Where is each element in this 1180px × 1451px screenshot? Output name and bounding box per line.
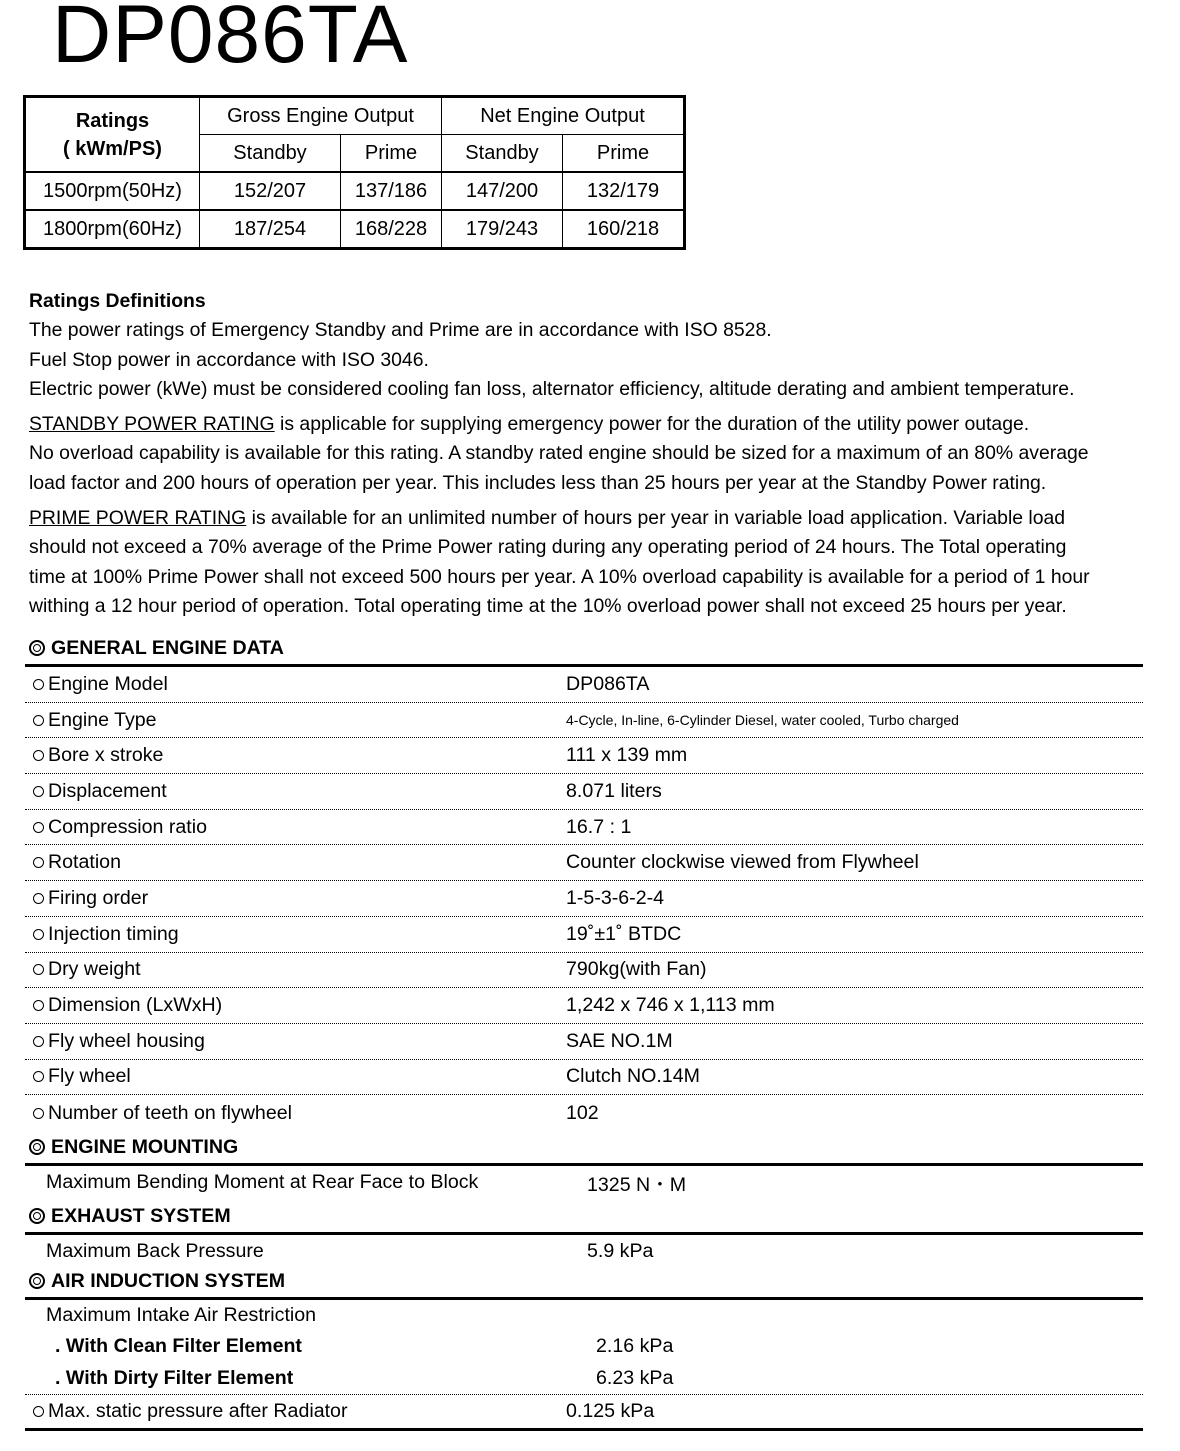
spec-value: 6.23 kPa (596, 1367, 674, 1389)
spec-label: Fly wheel (48, 1065, 131, 1088)
gross-standby-header: Standby (200, 135, 341, 173)
spec-value: 8.071 liters (566, 779, 662, 802)
spec-label: Rotation (48, 851, 121, 874)
ratings-header-label: Ratings (75, 109, 150, 132)
circle-bullet-icon (33, 1000, 44, 1011)
definitions-line: withing a 12 hour period of operation. Total operating time at the 10% overload power shall not exceed 25 hours per year. (29, 594, 1067, 617)
net-standby-header: Standby (442, 135, 563, 173)
value-cell: 152/207 (200, 172, 341, 210)
general-engine-data-section (25, 634, 1143, 1131)
definitions-line: Electric power (kWe) must be considered cooling fan loss, alternator efficiency, altitude derating and ambient temperature. (29, 377, 1075, 400)
air-induction-section (25, 1267, 1143, 1428)
double-circle-icon (29, 640, 45, 656)
spec-value: 1-5-3-6-2-4 (566, 886, 665, 909)
definitions-line: time at 100% Prime Power shall not exceed 500 hours per year. A 10% overload capability is available for a period of 1 hour (29, 565, 1090, 588)
spec-label: Injection timing (48, 922, 179, 945)
list-item (25, 1235, 1143, 1267)
list-item (25, 1363, 1143, 1395)
spec-label: Compression ratio (48, 815, 207, 838)
spec-label: Fly wheel housing (48, 1029, 205, 1052)
list-item (25, 988, 1143, 1024)
list-item (25, 953, 1143, 989)
spec-label: Maximum Bending Moment at Rear Face to Block (46, 1170, 479, 1193)
spec-label: Dry weight (48, 958, 141, 981)
list-item (25, 1060, 1143, 1096)
spec-label: Maximum Intake Air Restriction (46, 1303, 317, 1326)
spec-value: 111 x 139 mm (566, 744, 688, 767)
list-item (25, 703, 1143, 739)
section-title-text: ENGINE MOUNTING (51, 1136, 239, 1158)
value-cell: 137/186 (341, 172, 442, 210)
spec-value: 1325 N・M (587, 1173, 687, 1196)
spec-label: Dimension (LxWxH) (48, 994, 223, 1017)
circle-bullet-icon (33, 1406, 44, 1417)
ratings-definitions (29, 287, 1169, 621)
value-cell: 132/179 (563, 172, 685, 210)
gross-output-header: Gross Engine Output (200, 97, 442, 135)
spec-label: Number of teeth on flywheel (48, 1101, 292, 1124)
spec-label: Bore x stroke (48, 744, 164, 767)
circle-bullet-icon (33, 786, 44, 797)
list-item (25, 1024, 1143, 1060)
definitions-line: load factor and 200 hours of operation per year. This includes less than 25 hours per year at the Standby Power rating. (29, 471, 1047, 494)
page-title: DP086TA (52, 0, 409, 80)
spec-value: 1,242 x 746 x 1,113 mm (566, 994, 775, 1017)
double-circle-icon (29, 1139, 45, 1155)
spec-value: Counter clockwise viewed from Flywheel (566, 851, 919, 874)
general-data-list (25, 667, 1143, 1131)
section-title-text: EXHAUST SYSTEM (51, 1205, 231, 1227)
spec-value: 2.16 kPa (596, 1335, 674, 1357)
spec-value: 102 (566, 1101, 599, 1124)
spec-value: 4-Cycle, In-line, 6-Cylinder Diesel, water cooled, Turbo charged (566, 712, 959, 729)
circle-bullet-icon (33, 1036, 44, 1047)
value-cell: 168/228 (341, 210, 442, 249)
value-cell: 160/218 (563, 210, 685, 249)
spec-value: 5.9 kPa (587, 1239, 654, 1262)
circle-bullet-icon (33, 1108, 44, 1119)
standby-term: STANDBY POWER RATING (29, 413, 275, 436)
net-output-header: Net Engine Output (442, 97, 685, 135)
spec-label: Displacement (48, 779, 167, 802)
exhaust-system-section (25, 1202, 1143, 1267)
prime-definition (29, 504, 1169, 621)
spec-label: Max. static pressure after Radiator (48, 1400, 348, 1422)
spec-label: Maximum Back Pressure (46, 1239, 264, 1262)
definitions-line: The power ratings of Emergency Standby and Prime are in accordance with ISO 8528. (29, 319, 772, 342)
gross-prime-header: Prime (341, 135, 442, 173)
spec-value: 16.7 : 1 (566, 815, 632, 838)
spec-label: Firing order (48, 886, 149, 909)
double-circle-icon (29, 1273, 45, 1289)
section-title-text: AIR INDUCTION SYSTEM (51, 1270, 286, 1292)
spec-label: . With Dirty Filter Element (55, 1367, 294, 1389)
bottom-rule (25, 1428, 1143, 1431)
ratings-header-cell (25, 97, 200, 173)
definitions-line: No overload capability is available for this rating. A standby rated engine should be sized for a maximum of an 80% average (29, 442, 1089, 465)
spec-label: . With Clean Filter Element (55, 1335, 302, 1357)
definitions-line: is available for an unlimited number of hours per year in variable load application. Variable load (246, 507, 1066, 530)
spec-label: Engine Type (48, 708, 157, 731)
list-item (25, 1166, 1143, 1198)
spec-value: SAE NO.1M (566, 1029, 673, 1052)
circle-bullet-icon (33, 964, 44, 975)
definitions-heading: Ratings Definitions (29, 290, 206, 312)
net-prime-header: Prime (563, 135, 685, 173)
section-title (25, 1267, 1143, 1295)
double-circle-icon (29, 1208, 45, 1224)
circle-bullet-icon (33, 822, 44, 833)
circle-bullet-icon (33, 857, 44, 868)
list-item (25, 917, 1143, 953)
circle-bullet-icon (33, 929, 44, 940)
section-title (25, 634, 1143, 662)
section-title (25, 1133, 1143, 1161)
value-cell: 179/243 (442, 210, 563, 249)
list-item (25, 1395, 1143, 1428)
ratings-table (23, 95, 686, 250)
engine-mounting-section (25, 1133, 1143, 1198)
value-cell: 187/254 (200, 210, 341, 249)
spec-value: 790kg(with Fan) (566, 958, 707, 981)
table-row (25, 172, 685, 210)
standby-definition (29, 410, 1169, 498)
list-item (25, 845, 1143, 881)
list-item (25, 1330, 1143, 1363)
table-row (25, 210, 685, 249)
section-title-text: GENERAL ENGINE DATA (51, 637, 284, 659)
ratings-header-unit: ( kWm/PS) (63, 137, 162, 160)
definitions-line: should not exceed a 70% average of the Prime Power rating during any operating period of 24 hours. The Total operating (29, 536, 1067, 559)
spec-label: Engine Model (48, 672, 168, 695)
list-item (25, 1095, 1143, 1131)
list-item (25, 738, 1143, 774)
list-item (25, 667, 1143, 703)
section-title (25, 1202, 1143, 1230)
circle-bullet-icon (33, 1071, 44, 1082)
value-cell: 147/200 (442, 172, 563, 210)
spec-value: 0.125 kPa (566, 1400, 655, 1422)
circle-bullet-icon (33, 893, 44, 904)
circle-bullet-icon (33, 750, 44, 761)
spec-value: DP086TA (566, 672, 650, 695)
circle-bullet-icon (33, 679, 44, 690)
list-item (25, 1300, 1143, 1330)
circle-bullet-icon (33, 715, 44, 726)
spec-value: Clutch NO.14M (566, 1065, 700, 1088)
definitions-line: is applicable for supplying emergency power for the duration of the utility power outage. (274, 413, 1030, 436)
prime-term: PRIME POWER RATING (29, 507, 247, 530)
list-item (25, 810, 1143, 846)
definitions-line: Fuel Stop power in accordance with ISO 3046. (29, 348, 429, 371)
rpm-cell: 1500rpm(50Hz) (25, 172, 200, 210)
rpm-cell: 1800rpm(60Hz) (25, 210, 200, 249)
list-item (25, 881, 1143, 917)
spec-value: 19˚±1˚ BTDC (566, 922, 682, 945)
list-item (25, 774, 1143, 810)
